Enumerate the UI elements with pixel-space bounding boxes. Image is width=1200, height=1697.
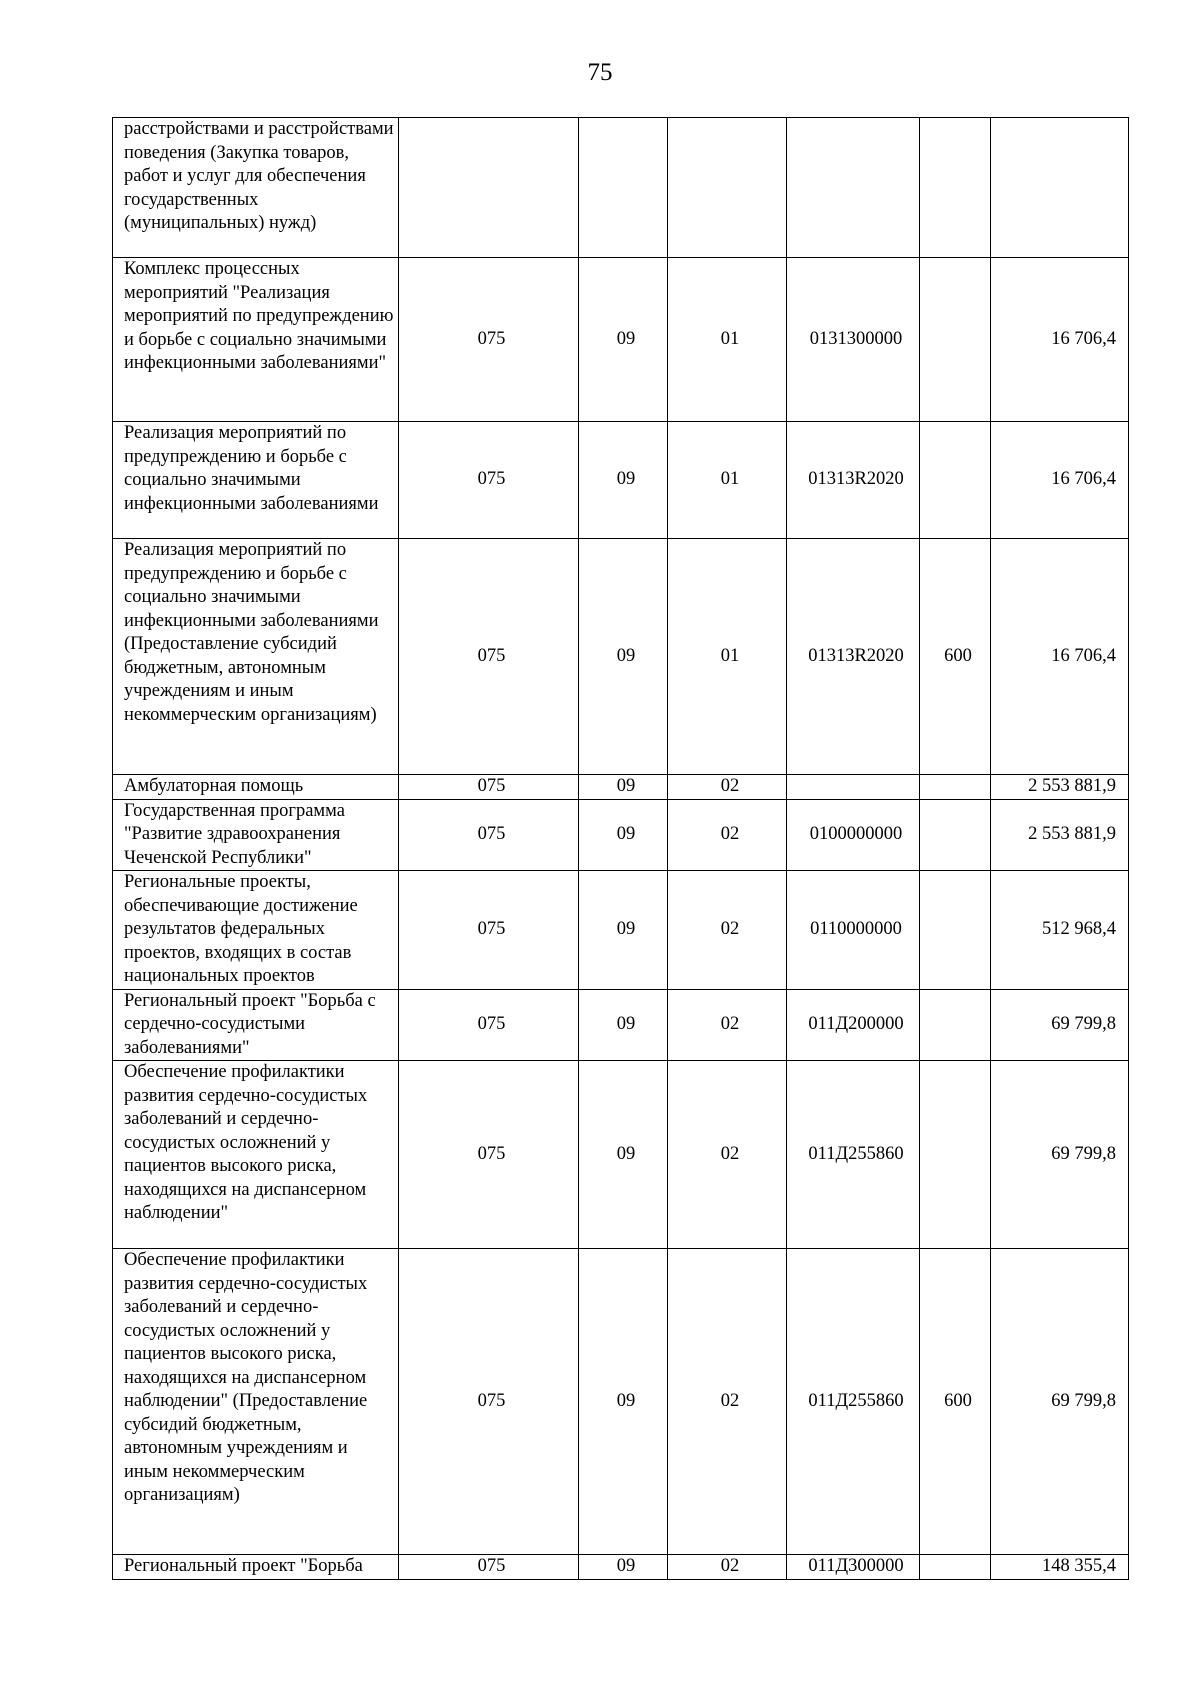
- subsection-code: 02: [668, 989, 787, 1061]
- amount: 69 799,8: [991, 989, 1129, 1061]
- ministry-code: 075: [399, 422, 579, 539]
- expense-type-code: [920, 258, 991, 422]
- target-article-code: 011Д300000: [787, 1555, 920, 1580]
- ministry-code: 075: [399, 989, 579, 1061]
- section-code: 09: [579, 1555, 668, 1580]
- table-row: [113, 258, 1129, 422]
- expense-type-code: [920, 1061, 991, 1249]
- section-code: [579, 118, 668, 258]
- ministry-code: 075: [399, 871, 579, 990]
- table-row: [113, 1061, 1129, 1249]
- expense-type-code: [920, 775, 991, 800]
- subsection-code: 01: [668, 539, 787, 775]
- expense-type-code: [920, 871, 991, 990]
- amount: 512 968,4: [991, 871, 1129, 990]
- ministry-code: 075: [399, 799, 579, 871]
- expense-type-code: [920, 422, 991, 539]
- table-row: [113, 775, 1129, 800]
- target-article-code: 0110000000: [787, 871, 920, 990]
- table-row: [113, 1249, 1129, 1555]
- target-article-code: 01313R2020: [787, 422, 920, 539]
- section-code: 09: [579, 799, 668, 871]
- subsection-code: 02: [668, 1249, 787, 1555]
- expense-type-code: [920, 118, 991, 258]
- subsection-code: 01: [668, 258, 787, 422]
- amount: 2 553 881,9: [991, 775, 1129, 800]
- amount: 16 706,4: [991, 258, 1129, 422]
- amount: 69 799,8: [991, 1249, 1129, 1555]
- subsection-code: 02: [668, 799, 787, 871]
- table-row: [113, 989, 1129, 1061]
- amount: 16 706,4: [991, 539, 1129, 775]
- item-name: Региональный проект "Борьба: [113, 1555, 399, 1580]
- section-code: 09: [579, 539, 668, 775]
- amount: 2 553 881,9: [991, 799, 1129, 871]
- table-row: [113, 539, 1129, 775]
- target-article-code: 011Д200000: [787, 989, 920, 1061]
- item-name: Реализация мероприятий по предупреждению и борьбе с социально значимыми инфекционными заболеваниями (Предоставление субсидий бюджетным, автономным учреждениям и иным некоммерческим организациям): [113, 539, 399, 775]
- target-article-code: [787, 118, 920, 258]
- section-code: 09: [579, 422, 668, 539]
- expense-type-code: [920, 799, 991, 871]
- budget-table: [112, 117, 1129, 1580]
- target-article-code: 011Д255860: [787, 1249, 920, 1555]
- expense-type-code: [920, 1555, 991, 1580]
- expense-type-code: [920, 989, 991, 1061]
- table-row: [113, 118, 1129, 258]
- item-name: расстройствами и расстройствами поведения (Закупка товаров, работ и услуг для обеспечения государственных (муниципальных) нужд): [113, 118, 399, 258]
- item-name: Амбулаторная помощь: [113, 775, 399, 800]
- table-row: [113, 1555, 1129, 1580]
- item-name: Региональный проект "Борьба с сердечно-сосудистыми заболеваниями": [113, 989, 399, 1061]
- amount: 16 706,4: [991, 422, 1129, 539]
- amount: 148 355,4: [991, 1555, 1129, 1580]
- amount: 69 799,8: [991, 1061, 1129, 1249]
- section-code: 09: [579, 989, 668, 1061]
- item-name: Обеспечение профилактики развития сердечно-сосудистых заболеваний и сердечно-сосудистых осложнений у пациентов высокого риска, находящихся на диспансерном наблюдении" (Предоставление субсидий бюджетным, автономным учреждениям и иным некоммерческим организациям): [113, 1249, 399, 1555]
- table-row: [113, 871, 1129, 990]
- ministry-code: 075: [399, 1061, 579, 1249]
- subsection-code: 02: [668, 871, 787, 990]
- item-name: Региональные проекты, обеспечивающие достижение результатов федеральных проектов, входящих в состав национальных проектов: [113, 871, 399, 990]
- section-code: 09: [579, 1249, 668, 1555]
- target-article-code: 0131300000: [787, 258, 920, 422]
- page-number: 75: [587, 59, 613, 86]
- subsection-code: [668, 118, 787, 258]
- table-row: [113, 422, 1129, 539]
- subsection-code: 01: [668, 422, 787, 539]
- ministry-code: 075: [399, 775, 579, 800]
- target-article-code: 01313R2020: [787, 539, 920, 775]
- item-name: Обеспечение профилактики развития сердечно-сосудистых заболеваний и сердечно-сосудистых осложнений у пациентов высокого риска, находящихся на диспансерном наблюдении": [113, 1061, 399, 1249]
- expense-type-code: 600: [920, 1249, 991, 1555]
- item-name: Государственная программа "Развитие здравоохранения Чеченской Республики": [113, 799, 399, 871]
- target-article-code: 011Д255860: [787, 1061, 920, 1249]
- section-code: 09: [579, 871, 668, 990]
- subsection-code: 02: [668, 1061, 787, 1249]
- expense-type-code: 600: [920, 539, 991, 775]
- ministry-code: 075: [399, 1555, 579, 1580]
- subsection-code: 02: [668, 775, 787, 800]
- subsection-code: 02: [668, 1555, 787, 1580]
- table-row: [113, 799, 1129, 871]
- ministry-code: [399, 118, 579, 258]
- target-article-code: [787, 775, 920, 800]
- item-name: Комплекс процессных мероприятий "Реализация мероприятий по предупреждению и борьбе с социально значимыми инфекционными заболеваниями": [113, 258, 399, 422]
- amount: [991, 118, 1129, 258]
- target-article-code: 0100000000: [787, 799, 920, 871]
- ministry-code: 075: [399, 1249, 579, 1555]
- section-code: 09: [579, 258, 668, 422]
- ministry-code: 075: [399, 258, 579, 422]
- item-name: Реализация мероприятий по предупреждению и борьбе с социально значимыми инфекционными заболеваниями: [113, 422, 399, 539]
- ministry-code: 075: [399, 539, 579, 775]
- section-code: 09: [579, 1061, 668, 1249]
- section-code: 09: [579, 775, 668, 800]
